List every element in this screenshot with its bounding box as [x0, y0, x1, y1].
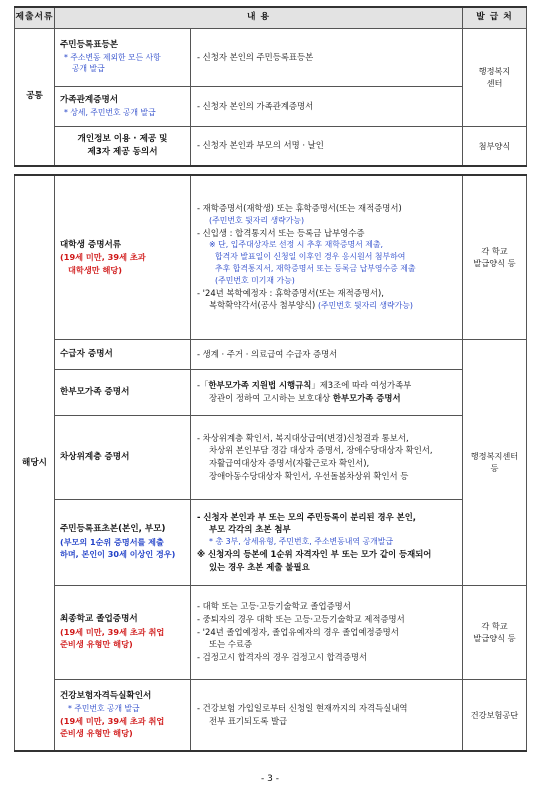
- header-doc: 제출서류: [15, 7, 55, 28]
- doc-university: 대학생 증명서류 (19세 미만, 39세 초과 대학생만 해당): [55, 175, 191, 339]
- issuer-school: 각 학교 발급양식 등: [463, 175, 527, 339]
- doc-title: 건강보험자격득실확인서: [60, 691, 152, 702]
- doc-title: 최종학교 졸업증명서: [60, 614, 138, 625]
- doc-title: 가족관계증명서: [60, 94, 119, 105]
- content-graduation: - 대학 또는 고등·고등기술학교 졸업증명서 - 중퇴자의 경우 대학 또는 고등·고등기술학교 제적증명서 - '24년 졸업예정자, 졸업유예자의 경우 졸업예정증명서 또는 수료증 - 검정고시 합격자의 경우 검정고시 합격증명서: [191, 585, 463, 679]
- table-header-row: [15, 7, 527, 28]
- header-issuer: 발 급 처: [463, 7, 527, 28]
- content-benefit-recipient: - 생계 · 주거 · 의료급여 수급자 증명서: [191, 339, 463, 369]
- doc-resident-register: [55, 28, 191, 86]
- doc-health-insurance: 건강보험자격득실확인서 * 주민번호 공개 발급 (19세 미만, 39세 초과 취업 준비생 유형만 해당): [55, 679, 191, 751]
- doc-note: 공개 발급: [72, 64, 105, 74]
- table-row: [15, 679, 527, 751]
- applicable-documents-table: [14, 174, 527, 752]
- content-single-parent: -「한부모가족 지원법 시행규칙」제3조에 따라 여성가족부 장관이 정하여 고시하는 보호대상 한부모가족 증명서: [191, 369, 463, 415]
- table-row: [15, 126, 527, 166]
- doc-title: 주민등록표초본(본인, 부모): [60, 524, 166, 535]
- content-health-insurance: - 건강보험 가입일로부터 신청일 현재까지의 자격득실내역 전부 표기되도록 발급: [191, 679, 463, 751]
- table-row: [15, 585, 527, 679]
- doc-family-relation: [55, 86, 191, 126]
- doc-benefit-recipient: 수급자 증명서: [55, 339, 191, 369]
- doc-title: 주민등록표등본: [60, 39, 119, 50]
- issuer-center: 행정복지 센터: [463, 28, 527, 126]
- common-documents-table: [14, 6, 527, 167]
- header-content: 내 용: [55, 7, 463, 28]
- doc-next-lowest: 차상위계층 증명서: [55, 415, 191, 499]
- content-university: - 재학증명서(재학생) 또는 휴학증명서(또는 재적증명서) (주민번호 뒷자리 생략가능) - 신입생 : 합격통지서 또는 등록금 납부영수증 ※ 단, 입주대상자로 선정 시 추후 재학증명서 제출, 합격자 발표일이 신청일 이후인 경우 응시원서 첨부하여 추후 합격통지서, 재학증명서 또는 등록금 납부영수증 제출 (주민번호 미기재 가능) - '24년 복학예정자 : 휴학증명서(또는 재적증명서), 복학확약각서(공사 첨부양식) (주민번호 뒷자리 생략가능): [191, 175, 463, 339]
- table-row: [15, 175, 527, 339]
- table-row: [15, 369, 527, 415]
- issuer-health-insurance: 건강보험공단: [463, 679, 527, 751]
- content-privacy-consent: - 신청자 본인과 부모의 서명 · 날인: [191, 126, 463, 166]
- group-applicable: 해당시: [15, 175, 55, 751]
- table-row: [15, 415, 527, 499]
- issuer-attach: 첨부양식: [463, 126, 527, 166]
- content-resident-abstract: - 신청자 본인과 부 또는 모의 주민등록이 분리된 경우 본인, 부모 각각의 초본 첨부 * 총 3부, 상세유형, 주민번호, 주소변동내역 공개발급 ※ 신청자의 등본에 1순위 자격자인 부 또는 모가 같이 등재되어 있는 경우 초본 제출 불필요: [191, 499, 463, 585]
- doc-note: * 상세, 주민번호 공개 발급: [64, 107, 156, 117]
- group-common: 공통: [15, 28, 55, 166]
- page-number: - 3 -: [261, 774, 279, 784]
- issuer-school-2: 각 학교 발급양식 등: [463, 585, 527, 679]
- content-resident-register: - 신청자 본인의 주민등록표등본: [191, 28, 463, 86]
- content-next-lowest: - 차상위계층 확인서, 복지대상급여(변경)신청결과 통보서, 차상위 본인부담 경감 대상자 증명서, 장애수당대상자 확인서, 자활급여대상자 증명서(자활근로자 확인서), 장애아동수당대상자 확인서, 우선돌봄차상위 확인서 등: [191, 415, 463, 499]
- table-row: [15, 86, 527, 126]
- doc-resident-abstract: 주민등록표초본(본인, 부모) (부모의 1순위 증명서를 제출 하며, 본인이 30세 이상인 경우): [55, 499, 191, 585]
- table-row: [15, 28, 527, 86]
- issuer-welfare-center: 행정복지센터 등: [463, 339, 527, 585]
- content-family-relation: - 신청자 본인의 가족관계증명서: [191, 86, 463, 126]
- doc-graduation: 최종학교 졸업증명서 (19세 미만, 39세 초과 취업 준비생 유형만 해당): [55, 585, 191, 679]
- doc-note: * 주소변동 제외한 모든 사항: [64, 52, 161, 62]
- table-row: [15, 499, 527, 585]
- doc-title: 대학생 증명서류: [60, 239, 122, 250]
- table-row: [15, 339, 527, 369]
- doc-privacy-consent: 개인정보 이용 · 제공 및 제3자 제공 동의서: [55, 126, 191, 166]
- doc-single-parent: 한부모가족 증명서: [55, 369, 191, 415]
